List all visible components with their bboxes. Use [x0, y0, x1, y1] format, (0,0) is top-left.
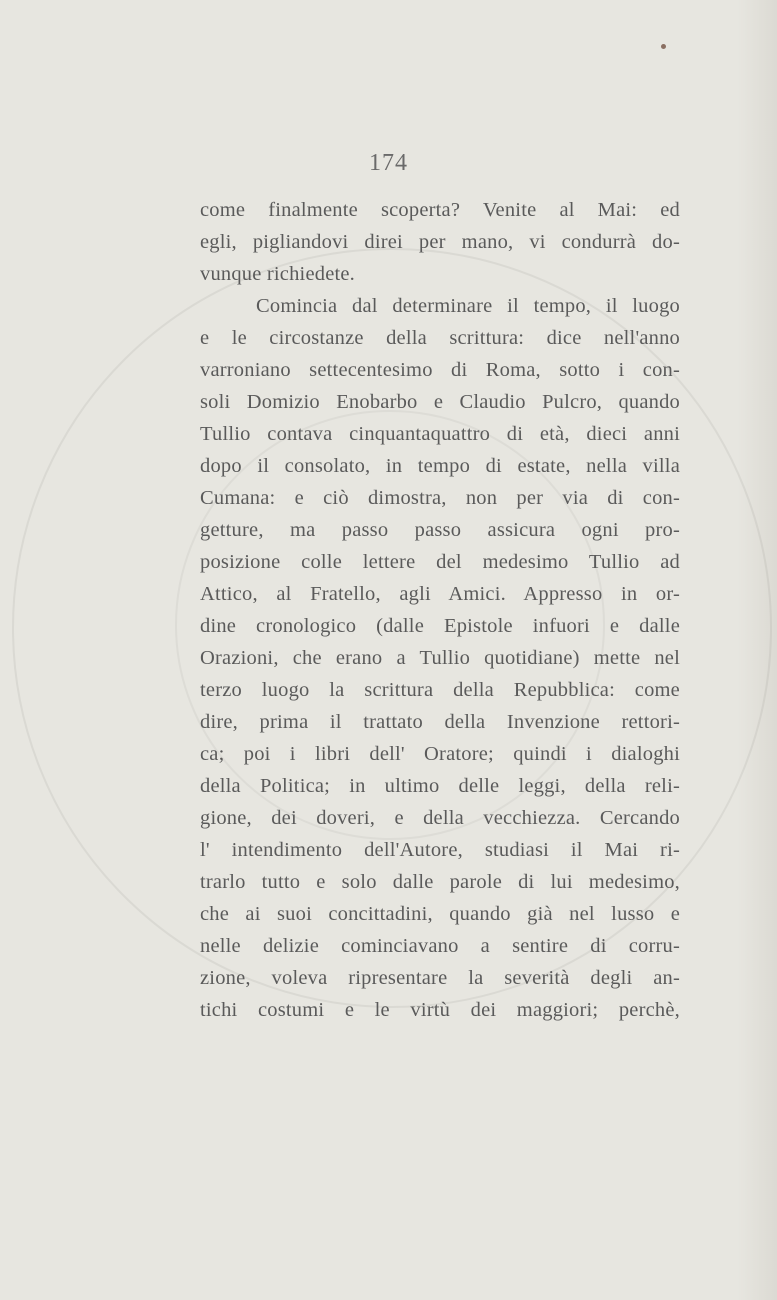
text-line: egli, pigliandovi direi per mano, vi condurrà do-: [200, 231, 680, 253]
text-line: posizione colle lettere del medesimo Tullio ad: [200, 551, 680, 573]
text-line: e le circostanze della scrittura: dice nell'anno: [200, 327, 680, 349]
text-line: Cumana: e ciò dimostra, non per via di con-: [200, 487, 680, 509]
text-line: varroniano settecentesimo di Roma, sotto i con-: [200, 359, 680, 381]
text-line: trarlo tutto e solo dalle parole di lui medesimo,: [200, 871, 680, 893]
text-line: ca; poi i libri dell' Oratore; quindi i dialoghi: [200, 743, 680, 765]
text-line: tichi costumi e le virtù dei maggiori; perchè,: [200, 999, 680, 1021]
text-line: come finalmente scoperta? Venite al Mai: ed: [200, 199, 680, 221]
page-edge-shadow: [737, 0, 777, 1300]
text-line: l' intendimento dell'Autore, studiasi il Mai ri-: [200, 839, 680, 861]
text-line: Comincia dal determinare il tempo, il luogo: [256, 295, 680, 317]
text-line: gione, dei doveri, e della vecchiezza. Cercando: [200, 807, 680, 829]
text-line: getture, ma passo passo assicura ogni pro-: [200, 519, 680, 541]
text-line: dine cronologico (dalle Epistole infuori e dalle: [200, 615, 680, 637]
text-line: Tullio contava cinquantaquattro di età, dieci anni: [200, 423, 680, 445]
text-line: zione, voleva ripresentare la severità degli an-: [200, 967, 680, 989]
text-line: vunque richiedete.: [200, 263, 356, 285]
text-line: Attico, al Fratello, agli Amici. Appresso in or-: [200, 583, 680, 605]
body-text: [200, 194, 680, 1026]
text-line: nelle delizie cominciavano a sentire di corru-: [200, 935, 680, 957]
page-number: 174: [369, 150, 408, 176]
text-line: che ai suoi concittadini, quando già nel lusso e: [200, 903, 680, 925]
text-line: soli Domizio Enobarbo e Claudio Pulcro, quando: [200, 391, 680, 413]
paper-speck: [661, 44, 666, 49]
text-line: Orazioni, che erano a Tullio quotidiane) mette nel: [200, 647, 680, 669]
text-line: dire, prima il trattato della Invenzione rettori-: [200, 711, 680, 733]
text-line: dopo il consolato, in tempo di estate, nella villa: [200, 455, 680, 477]
text-line: della Politica; in ultimo delle leggi, della reli-: [200, 775, 680, 797]
text-line: terzo luogo la scrittura della Repubblica: come: [200, 679, 680, 701]
